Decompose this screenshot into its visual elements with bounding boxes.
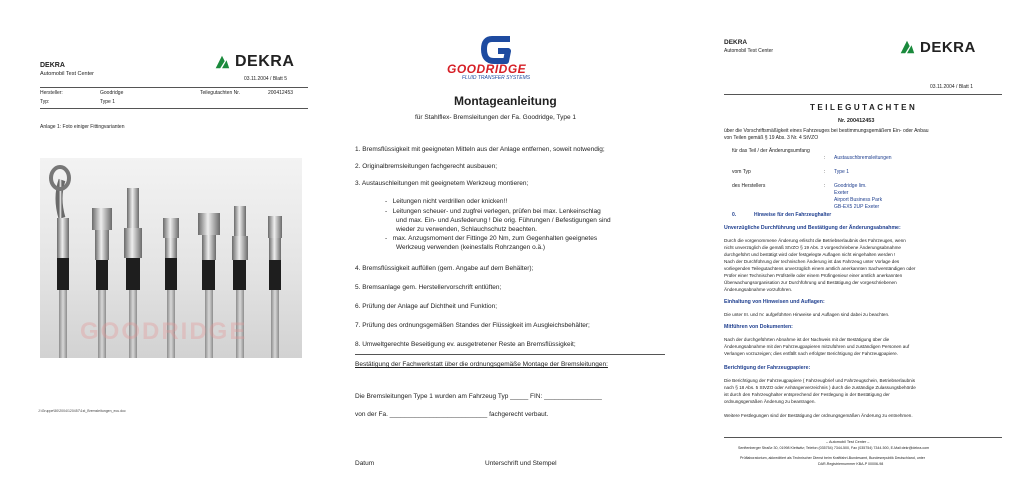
footer-line-2: Prüflaboratorium, akkreditiert als Technischer Dienst beim Kraftfahrt-Bundesamt, Bundesrepublik Deutschland, unter xyxy=(740,456,925,460)
bullet-1: - Leitungen nicht verdrillen oder knicken!! xyxy=(385,198,508,205)
footer-title: – Automobil Test Center – xyxy=(826,440,870,444)
confirmation-heading: Bestätigung der Fachwerkstatt über die ordnungsgemäße Montage der Bremsleitungen: xyxy=(355,361,608,368)
para-b-1: Die unter III. und IV. aufgeführten Hinweise und Auflagen sind dabei zu beachten. xyxy=(724,312,890,317)
signature-label: Unterschrift und Stempel xyxy=(485,460,557,467)
step-8: 8. Umweltgerechte Beseitigung ev. ausgetretener Reste an Bremsflüssigkeit; xyxy=(355,341,576,348)
para-a-6: Prüfer einer Technischen Prüfstelle oder einem Prüfingenieur einer amtlich anerkannten xyxy=(724,273,903,278)
dekra-leaf-icon xyxy=(898,38,916,56)
typ-value: Type 1 xyxy=(100,99,116,105)
heading-abnahme: Unverzügliche Durchführung und Bestätigung der Änderungsabnahme: xyxy=(724,225,901,231)
bullet-3-text: max. Anzugsmoment der Fittinge 20 Nm, zum Gegenhalten geeignetes xyxy=(392,235,598,242)
field-manufacturer-label: des Herstellers xyxy=(732,183,766,189)
bullet-3-cont: Werkzeug verwenden (keinesfalls Rohrzangen o.ä.) xyxy=(396,244,546,251)
field-part-value: Austauschbremsleitungen xyxy=(834,155,892,161)
step-1: 1. Bremsflüssigkeit mit geeigneten Mitteln aus der Anlage entfernen, soweit notwendig; xyxy=(355,146,605,153)
hersteller-label: Hersteller: xyxy=(40,90,63,96)
page-3 xyxy=(718,30,1008,470)
step-5: 5. Bremsanlage gem. Herstellervorschrift entlüften; xyxy=(355,284,502,291)
para-a-7: Überwachungsorganisation zur Durchführung und Bestätigung der vorgeschriebenen xyxy=(724,280,897,285)
para-a-5: vorliegenden Teilegutachtens unverzüglich einem amtlich anerkannten Sachverständigen oder xyxy=(724,266,916,271)
section-0-number: 0. xyxy=(732,212,737,218)
vehicle-line: Die Bremsleitungen Type 1 wurden am Fahrzeug Typ _____ FIN: ________________ xyxy=(355,393,602,400)
para-c-1: Nach der durchgeführten Abnahme ist der Nachweis mit der Bestätigung über die xyxy=(724,337,890,342)
step-3: 3. Austauschleitungen mit geeignetem Werkzeug montieren; xyxy=(355,180,529,187)
date-label: Datum xyxy=(355,460,375,467)
goodridge-logo-text: GOODRIDGE xyxy=(447,62,527,76)
field-part-label: für das Teil / der Änderungsumfang xyxy=(732,148,810,154)
para-a-8: Änderungsabnahme vorzuführen. xyxy=(724,287,793,292)
bullet-2-cont1: und max. Ein- und Ausfederung ! Die orig. Führungen / Befestigungen sind xyxy=(396,217,611,224)
separator-rule xyxy=(355,354,665,355)
bullet-1-text: Leitungen nicht verdrillen oder knicken!! xyxy=(392,198,508,205)
para-c-3: Verlangen vorzuzeigen; dies entfällt nach erfolgter Berichtigung der Fahrzeugpapiere. xyxy=(724,351,898,356)
step-2: 2. Originalbremsleitungen fachgerecht ausbauen; xyxy=(355,163,498,170)
para-d-1: Die Berichtigung der Fahrzeugpapiere ( Fahrzeugbrief und Fahrzeugschein, Betriebserlaubnis xyxy=(724,378,916,383)
dekra-logo xyxy=(898,38,976,56)
hersteller-value: Goodridge xyxy=(100,90,124,96)
date-sheet: 03.11.2004 / Blatt 1 xyxy=(930,84,973,90)
dekra-logo-text: DEKRA xyxy=(920,38,976,56)
report-title: TEILEGUTACHTEN xyxy=(810,103,918,112)
bullet-2: - Leitungen scheuer- und zugfrei verlegen, prüfen bei max. Lenkeinschlag xyxy=(385,208,601,215)
step-4: 4. Bremsflüssigkeit auffüllen (gem. Angabe auf dem Behälter); xyxy=(355,265,534,272)
heading-papiere: Berichtigung der Fahrzeugpapiere: xyxy=(724,365,811,371)
dekra-logo xyxy=(213,53,294,71)
heading-hinweise: Einhaltung von Hinweisen und Auflagen: xyxy=(724,299,825,305)
field-manufacturer-colon: : xyxy=(824,183,826,189)
field-type-label: vom Typ xyxy=(732,169,751,175)
para-a-3: durchgeführt und bestätigt wird oder festgelegte Auflagen nicht eingehalten werden ! xyxy=(724,252,896,257)
company-name: DEKRA xyxy=(724,39,748,46)
para-a-4: Nach der Durchführung der technischen Änderung ist das Fahrzeug unter Vorlage des xyxy=(724,259,900,264)
header-rule xyxy=(724,94,1002,95)
dekra-leaf-icon xyxy=(213,53,231,71)
intro-line-1: über die Vorschriftsmäßigkeit eines Fahrzeuges bei bestimmungsgemäßem Ein- oder Anbau xyxy=(724,128,929,134)
company-subtitle: Automobil Test Center xyxy=(40,71,95,77)
doc-subtitle: für Stahlflex- Bremsleitungen der Fa. Goodridge, Type 1 xyxy=(415,114,577,121)
typ-label: Typ: xyxy=(40,99,50,105)
gutachten-label: Teilegutachten Nr. xyxy=(200,90,241,96)
installer-line: von der Fa. ___________________________ fachgerecht verbaut. xyxy=(355,411,549,418)
para-a-1: Durch die vorgenommene Änderung erlischt die Betriebserlaubnis des Fahrzeuges, wenn xyxy=(724,238,906,243)
file-path: J:\Gruppe\50\2004\120457\1st_Bremsleitungen_ecu.doc xyxy=(38,409,126,413)
goodridge-tagline: FLUID TRANSFER SYSTEMS xyxy=(462,75,531,81)
gutachten-value: 200412453 xyxy=(268,90,294,96)
para-d-2: nach § 18 Abs. 5 StVZO oder Anhängerverzeichnis ) durch die zuständige Zulassungsbehörde xyxy=(724,385,916,390)
intro-line-2: von Teilen gemäß § 19 Abs. 3 Nr. 4 StVZO xyxy=(724,135,819,141)
bullet-3: - max. Anzugsmoment der Fittinge 20 Nm, zum Gegenhalten geeignetes xyxy=(385,235,598,242)
field-type-colon: : xyxy=(824,169,826,175)
address-line-1: Exeter xyxy=(834,190,849,196)
report-number: Nr. 200412453 xyxy=(838,118,875,124)
company-subtitle: Automobil Test Center xyxy=(724,48,774,54)
header-rule xyxy=(40,87,308,88)
step-7: 7. Prüfung des ordnungsgemäßen Standes der Flüssigkeit im Ausgleichsbehälter; xyxy=(355,322,590,329)
field-type-value: Type 1 xyxy=(834,169,850,175)
field-part-colon: : xyxy=(824,155,826,161)
footer-line-1: Senftenberger Straße 30, 01998 Klettwitz; Telefon (035754) 7344-500, Fax (035754) 7344-500, E-Mail:dekr@dekra.com xyxy=(738,446,930,450)
page-2 xyxy=(345,25,675,475)
step-6: 6. Prüfung der Anlage auf Dichtheit und Funktion; xyxy=(355,303,498,310)
address-line-3: GB-EX5 2UP Exeter xyxy=(834,204,880,210)
para-a-2: nicht unverzüglich die gemäß StVZO § 19 Abs. 3 vorgeschriebene Änderungsabnahme xyxy=(724,245,901,250)
company-name: DEKRA xyxy=(40,62,65,69)
attachment-caption: Anlage 1: Foto einiger Fittingvarianten xyxy=(40,124,125,130)
bullet-2-text: Leitungen scheuer- und zugfrei verlegen, prüfen bei max. Lenkeinschlag xyxy=(392,208,601,215)
date-sheet: 03.11.2004 / Blatt 5 xyxy=(244,76,287,82)
dekra-logo-text: DEKRA xyxy=(235,53,295,70)
para-d-3: ist durch den Fahrzeughalter entsprechend der Festlegung in der Bestätigung der xyxy=(724,392,890,397)
heading-dokumente: Mitführen von Dokumenten: xyxy=(724,324,793,330)
header-rule-2 xyxy=(40,108,308,109)
address-line-2: Airport Business Park xyxy=(834,197,883,203)
footer-rule xyxy=(724,437,1002,438)
para-d-4: ordnungsgemäßen Änderung zu beantragen. xyxy=(724,399,816,404)
fitting-photo xyxy=(40,158,302,358)
field-manufacturer-value: Goodridge lim. xyxy=(834,183,867,189)
footer-line-3: DAR-Registriernummer KBA-P 00006-98 xyxy=(818,462,884,466)
doc-title: Montageanleitung xyxy=(454,94,557,108)
photo-watermark: GOODRIDGE xyxy=(80,318,248,345)
section-0-title: Hinweise für den Fahrzeughalter xyxy=(754,212,832,218)
para-c-2: Änderungsabnahme mit den Fahrzeugpapieren mitzuführen und zuständigen Personen auf xyxy=(724,344,910,349)
para-e: Weitere Festlegungen sind der Bestätigung der ordnungsgemäßen Änderung zu entnehmen. xyxy=(724,413,913,418)
bullet-2-cont2: wieder zu verwenden, Schlauchschutz beachten. xyxy=(396,226,537,233)
